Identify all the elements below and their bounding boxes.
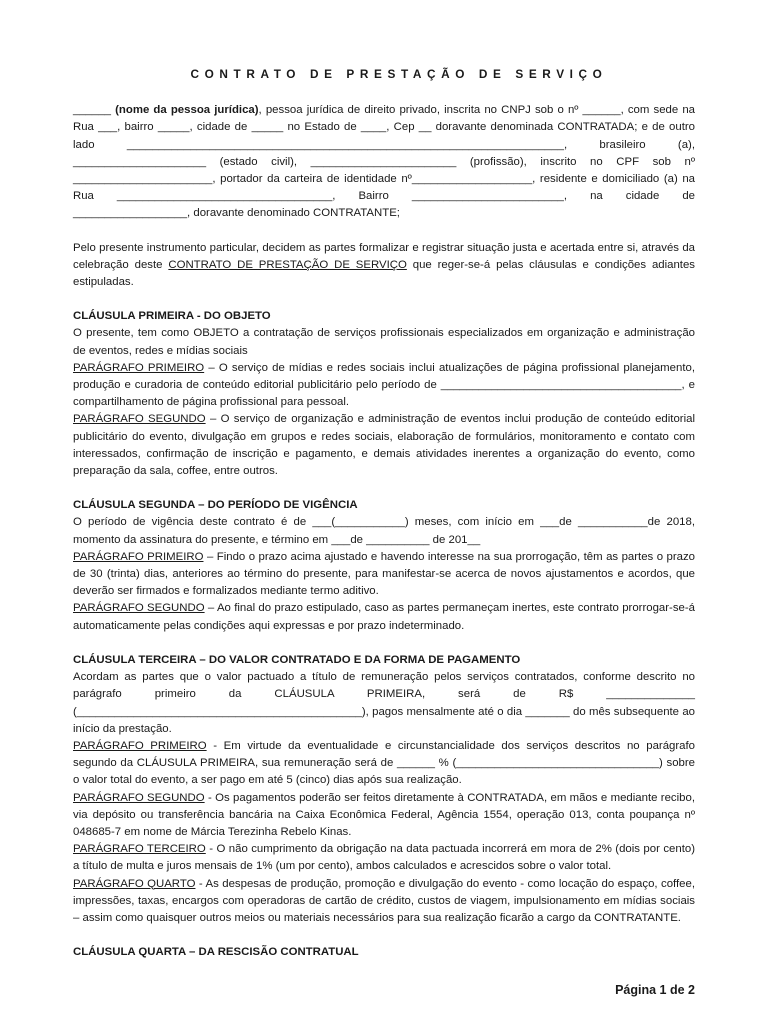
clause-2-title: CLÁUSULA SEGUNDA – DO PERÍODO DE VIGÊNCIA (73, 499, 358, 512)
clause-3-p1-label: PARÁGRAFO PRIMEIRO (73, 739, 207, 752)
clause-2-body: O período de vigência deste contrato é de ___(___________) meses, com início em ___de ___________de 2018, momento da assinatura do presente, e término em ___de __________ de 201__ (73, 516, 695, 546)
clause-2-paragraph-1 (73, 549, 695, 601)
clause-3-paragraph-1 (73, 738, 695, 790)
document-body (73, 66, 695, 961)
clause-1-p2-label: PARÁGRAFO SEGUNDO (73, 413, 206, 426)
clause-2-p2-label: PARÁGRAFO SEGUNDO (73, 602, 205, 615)
preamble-name-label: (nome da pessoa jurídica) (111, 104, 259, 117)
clause-1-title: CLÁUSULA PRIMEIRA - DO OBJETO (73, 310, 271, 323)
clause-3-p2-label: PARÁGRAFO SEGUNDO (73, 791, 205, 804)
clause-3-p3-text: - O não cumprimento da obrigação na data pactuada incorrerá em mora de 2% (dois por cento) a título de multa e juros mensais de 1% (um por cento), ambos calculados e acrescidos sobre o valor total. (73, 843, 695, 873)
clause-2-p1-label: PARÁGRAFO PRIMEIRO (73, 550, 204, 563)
clause-1-paragraph-1 (73, 360, 695, 412)
document-title: CONTRATO DE PRESTAÇÃO DE SERVIÇO (190, 67, 608, 81)
intro-paragraph (73, 240, 695, 292)
clause-1-p1-text: – O serviço de mídias e redes sociais inclui atualizações de página profissional planejamento, produção e curadoria de conteúdo editorial publicitário pelo período de ______________________________________, e compartilhamento de página profissional para pessoal. (73, 361, 695, 409)
clause-1-p1-label: PARÁGRAFO PRIMEIRO (73, 361, 205, 374)
preamble-text: , pessoa jurídica de direito privado, inscrita no CNPJ sob o nº ______, com sede na Rua ___, bairro _____, cidade de _____ no Estado de ____, Cep __ doravante denominada CONTRATADA; e de outro lado _____________________________________________________________________, brasileiro (a), _____________________ (estado civil), _______________________ (profissão), inscrito no CPF sob nº ______________________, portador da carteira de identidade nº___________________, residente e domiciliado (a) na Rua __________________________________, Bairro ________________________, na cidade de __________________, doravante denominado CONTRATANTE; (73, 104, 695, 220)
intro-text-after: que reger-se-á pelas cláusulas e condições adiantes estipuladas. (73, 258, 696, 289)
intro-text-before: Pelo presente instrumento particular, decidem as partes formalizar e registrar situação justa e acertada entre si, através da celebração deste (73, 241, 695, 271)
clause-3-p2-text: - Os pagamentos poderão ser feitos diretamente à CONTRATADA, em mãos e mediante recibo, via depósito ou transferência bancária na Caixa Econômica Federal, Agência 1554, operação 013, conta poupança nº 048685-7 em nome de Márcia Terezinha Rebelo Kinas. (73, 791, 695, 838)
clause-2-p1-text: – Findo o prazo acima ajustado e havendo interesse na sua prorrogação, têm as partes o prazo de 30 (trinta) dias, anteriores ao término do presente, para manifestar-se acerca de novos ajustamentos e acordos, que deverão ser firmados e formalizados mediante termo aditivo. (73, 550, 695, 598)
clause-2-p2-text: – Ao final do prazo estipulado, caso as partes permaneçam inertes, este contrato prorrogar-se-á automaticamente pelas condições aqui expressas e por prazo indeterminado. (73, 602, 695, 632)
clause-2-paragraph-2 (73, 600, 695, 634)
preamble-blank: ______ (73, 104, 112, 117)
clause-3-p1-text: - Em virtude da eventualidade e circunstancialidade dos serviços descritos no parágrafo segundo da CLÁUSULA PRIMEIRA, sua remuneração será de ______ % (________________________________) sobre o valor total do evento, a ser pago em até 5 (cinco) dias após sua realização. (73, 739, 696, 787)
clause-3-title: CLÁUSULA TERCEIRA – DO VALOR CONTRATADO E DA FORMA DE PAGAMENTO (73, 653, 521, 666)
clause-1-paragraph-2 (73, 411, 695, 480)
clause-1-body: O presente, tem como OBJETO a contratação de serviços profissionais especializados em organização e administração de eventos, redes e mídias sociais (73, 327, 695, 357)
preamble-paragraph (73, 102, 695, 222)
clause-3-paragraph-4 (73, 876, 695, 928)
clause-3-p4-label: PARÁGRAFO QUARTO (73, 877, 196, 890)
page-number: Página 1 de 2 (615, 983, 695, 997)
clause-3-paragraph-3 (73, 841, 695, 875)
clause-3-p3-label: PARÁGRAFO TERCEIRO (73, 843, 206, 856)
intro-contract-name: CONTRATO DE PRESTAÇÃO DE SERVIÇO (168, 258, 407, 271)
clause-3-body: Acordam as partes que o valor pactuado a título de remuneração pelos serviços contratados, conforme descrito no parágrafo primeiro da CLÁUSULA PRIMEIRA, será de R$ ______________ (_____________________________________________), pagos mensalmente até o dia _______ do mês subsequente ao início da prestação. (73, 671, 695, 735)
clause-3-p4-text: - As despesas de produção, promoção e divulgação do evento - como locação do espaço, coffee, impressões, taxas, encargos com operadoras de cartão de crédito, custos de viagem, impulsionamento em mídias sociais – assim como quaisquer outros meios ou materiais necessários para sua realização ficarão a cargo da CONTRATANTE. (73, 877, 696, 924)
clause-4-title: CLÁUSULA QUARTA – DA RESCISÃO CONTRATUAL (73, 946, 359, 959)
clause-1-p2-text: – O serviço de organização e administração de eventos inclui produção de conteúdo editorial publicitário do evento, divulgação em grupos e redes sociais, elaboração de formulários, monitoramento e contato com interessados, confirmação de inscrição e pagamento, e demais atividades inerentes a organização do evento, como preparação da sala, coffee, entre outros. (73, 413, 695, 478)
clause-3-paragraph-2 (73, 790, 695, 842)
